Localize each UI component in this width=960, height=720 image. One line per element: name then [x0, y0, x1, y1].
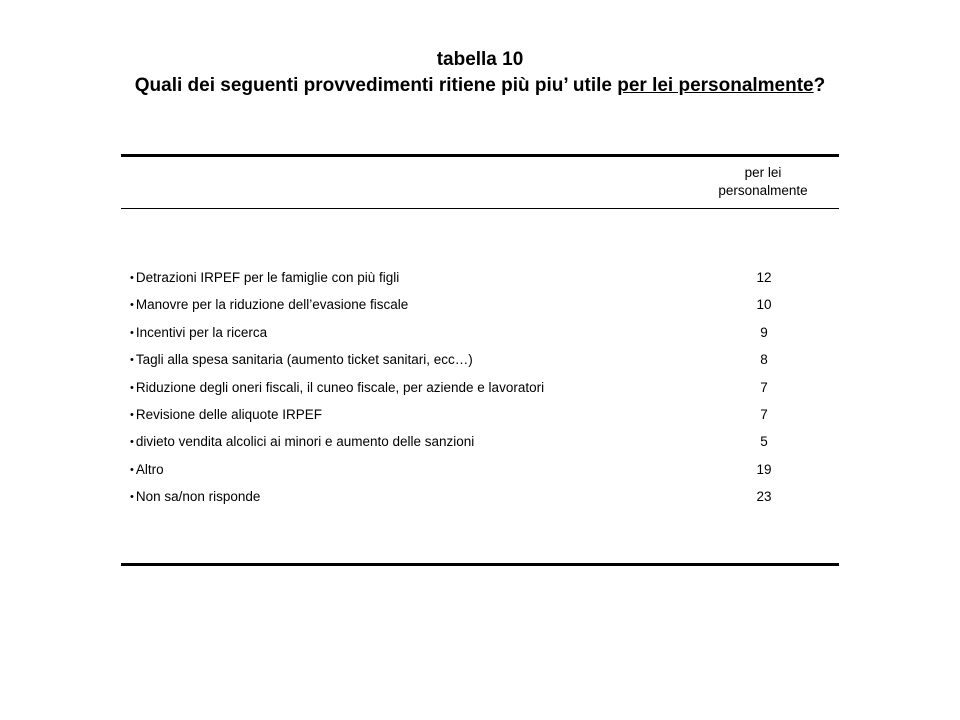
bullet-icon: • — [130, 491, 134, 504]
row-label — [130, 460, 164, 481]
row-value: 10 — [756, 297, 772, 313]
row-label-text: Revisione delle aliquote IRPEF — [135, 406, 322, 422]
page-title — [0, 47, 960, 99]
row-value: 7 — [760, 379, 768, 395]
table-row — [130, 460, 830, 487]
column-header — [690, 164, 836, 200]
row-label-text: Detrazioni IRPEF per le famiglie con più figli — [135, 270, 400, 285]
row-label — [130, 350, 473, 371]
row-label — [130, 432, 474, 453]
table-row — [130, 405, 830, 432]
column-header-line2: personalmente — [718, 183, 808, 198]
question-prefix: Quali dei seguenti provvedimenti ritiene più piu’ utile — [134, 75, 618, 96]
row-value: 23 — [756, 489, 772, 505]
table-row — [130, 323, 830, 350]
row-value: 19 — [756, 461, 772, 477]
table-row — [130, 487, 830, 514]
bullet-icon: • — [130, 381, 134, 394]
table-row — [130, 350, 830, 377]
bullet-icon: • — [130, 299, 134, 312]
row-label-text: divieto vendita alcolici ai minori e aumento delle sanzioni — [135, 434, 475, 450]
header-divider — [121, 208, 839, 209]
table-row — [130, 268, 830, 295]
question-underlined: per lei personalmente — [617, 75, 814, 96]
table-top-rule — [121, 154, 839, 157]
question-suffix: ? — [813, 75, 826, 96]
table-row — [130, 295, 830, 322]
row-label-text: Non sa/non risponde — [135, 489, 261, 505]
row-value: 7 — [760, 406, 768, 422]
row-label — [130, 378, 544, 399]
row-label-text: Tagli alla spesa sanitaria (aumento ticket sanitari, ecc…) — [135, 352, 473, 368]
row-value: 9 — [760, 324, 768, 340]
row-label — [130, 295, 408, 316]
bullet-icon: • — [130, 354, 134, 367]
row-label-text: Riduzione degli oneri fiscali, il cuneo fiscale, per aziende e lavoratori — [135, 379, 545, 395]
bullet-icon: • — [130, 436, 134, 449]
bullet-icon: • — [130, 272, 134, 284]
bullet-icon: • — [130, 326, 134, 339]
table-row — [130, 378, 830, 405]
table-bottom-rule — [121, 563, 839, 566]
row-label — [130, 405, 322, 426]
column-header-line1: per lei — [744, 165, 782, 180]
row-label — [130, 323, 267, 344]
row-label-text: Incentivi per la ricerca — [135, 324, 268, 340]
row-label — [130, 487, 260, 508]
table-body — [130, 268, 830, 515]
row-value: 5 — [760, 434, 768, 450]
question-text — [0, 73, 960, 99]
bullet-icon: • — [130, 463, 134, 476]
table-number: tabella 10 — [436, 49, 524, 70]
row-value: 12 — [756, 270, 772, 285]
row-label — [130, 268, 399, 289]
row-label-text: Altro — [135, 461, 164, 477]
row-value: 8 — [760, 352, 768, 368]
table-row — [130, 432, 830, 459]
row-label-text: Manovre per la riduzione dell’evasione fiscale — [135, 297, 409, 313]
bullet-icon: • — [130, 408, 134, 421]
